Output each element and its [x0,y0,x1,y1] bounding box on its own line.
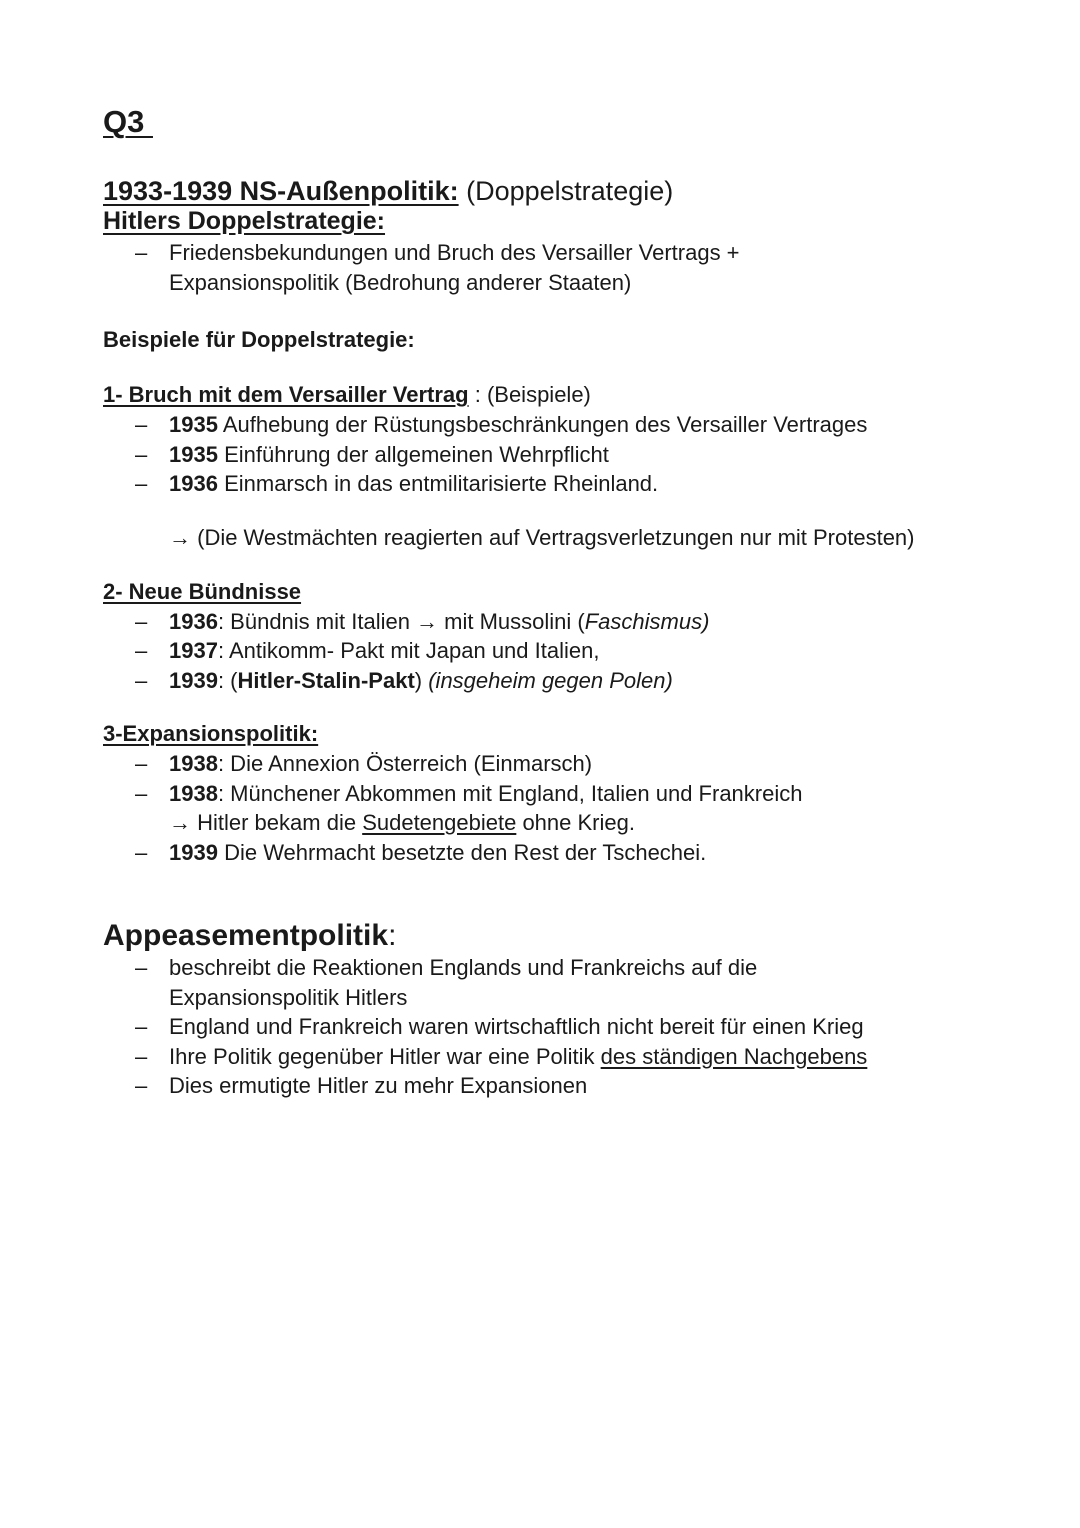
list-item: – 1938: Die Annexion Österreich (Einmarsch) [103,749,1003,779]
page-title-paren: (Doppelstrategie) [466,176,674,206]
list-item: – 1937: Antikomm- Pakt mit Japan und Italien, [103,636,1003,666]
appeasement-title: Appeasementpolitik: [103,919,397,952]
list-item: – 1938: Münchener Abkommen mit England, Italien und Frankreich → Hitler bekam die Sudetengebiete ohne Krieg. [103,779,1003,838]
subtitle: Hitlers Doppelstrategie: [103,207,386,235]
list-item: – Friedensbekundungen und Bruch des Versailler Vertrags + Expansionspolitik (Bedrohung anderer Staaten) [103,238,1003,297]
examples-label: Beispiele für Doppelstrategie: [103,327,415,352]
section-2-title: 2- Neue Bündnisse [103,578,302,604]
list-item: – 1936 Einmarsch in das entmilitarisierte Rheinland. [103,469,1003,499]
section-3-title: 3-Expansionspolitik: [103,721,319,746]
list-item: – beschreibt die Reaktionen Englands und Frankreichs auf die Expansionspolitik Hitlers [103,953,1003,1012]
page-title-main: 1933-1939 NS-Außenpolitik: [103,176,459,206]
intro-list [103,238,1003,297]
list-item: – 1935 Aufhebung der Rüstungsbeschränkungen des Versailler Vertrages [103,410,1003,440]
list-item: – 1939 Die Wehrmacht besetzte den Rest der Tschechei. [103,838,1003,868]
section-1-list [103,410,1003,499]
document-page [103,104,1003,1101]
list-item: – 1935 Einführung der allgemeinen Wehrpflicht [103,440,1003,470]
list-item: – Ihre Politik gegenüber Hitler war eine Politik des ständigen Nachgebens [103,1042,1003,1072]
section-2-list [103,607,1003,696]
section-1-title: 1- Bruch mit dem Versailler Vertrag : (Beispiele) [103,382,591,407]
list-item: – 1939: (Hitler-Stalin-Pakt) (insgeheim gegen Polen) [103,666,1003,696]
section-1-note: → (Die Westmächten reagierten auf Vertragsverletzungen nur mit Protesten) [169,524,915,550]
appeasement-list [103,953,1003,1101]
course-code: Q3 [103,104,153,139]
list-item: – England und Frankreich waren wirtschaftlich nicht bereit für einen Krieg [103,1012,1003,1042]
page-title [103,176,1003,206]
list-item: – Dies ermutigte Hitler zu mehr Expansionen [103,1071,1003,1101]
list-item: – 1936: Bündnis mit Italien → mit Mussolini (Faschismus) [103,607,1003,637]
section-3-list [103,749,1003,867]
